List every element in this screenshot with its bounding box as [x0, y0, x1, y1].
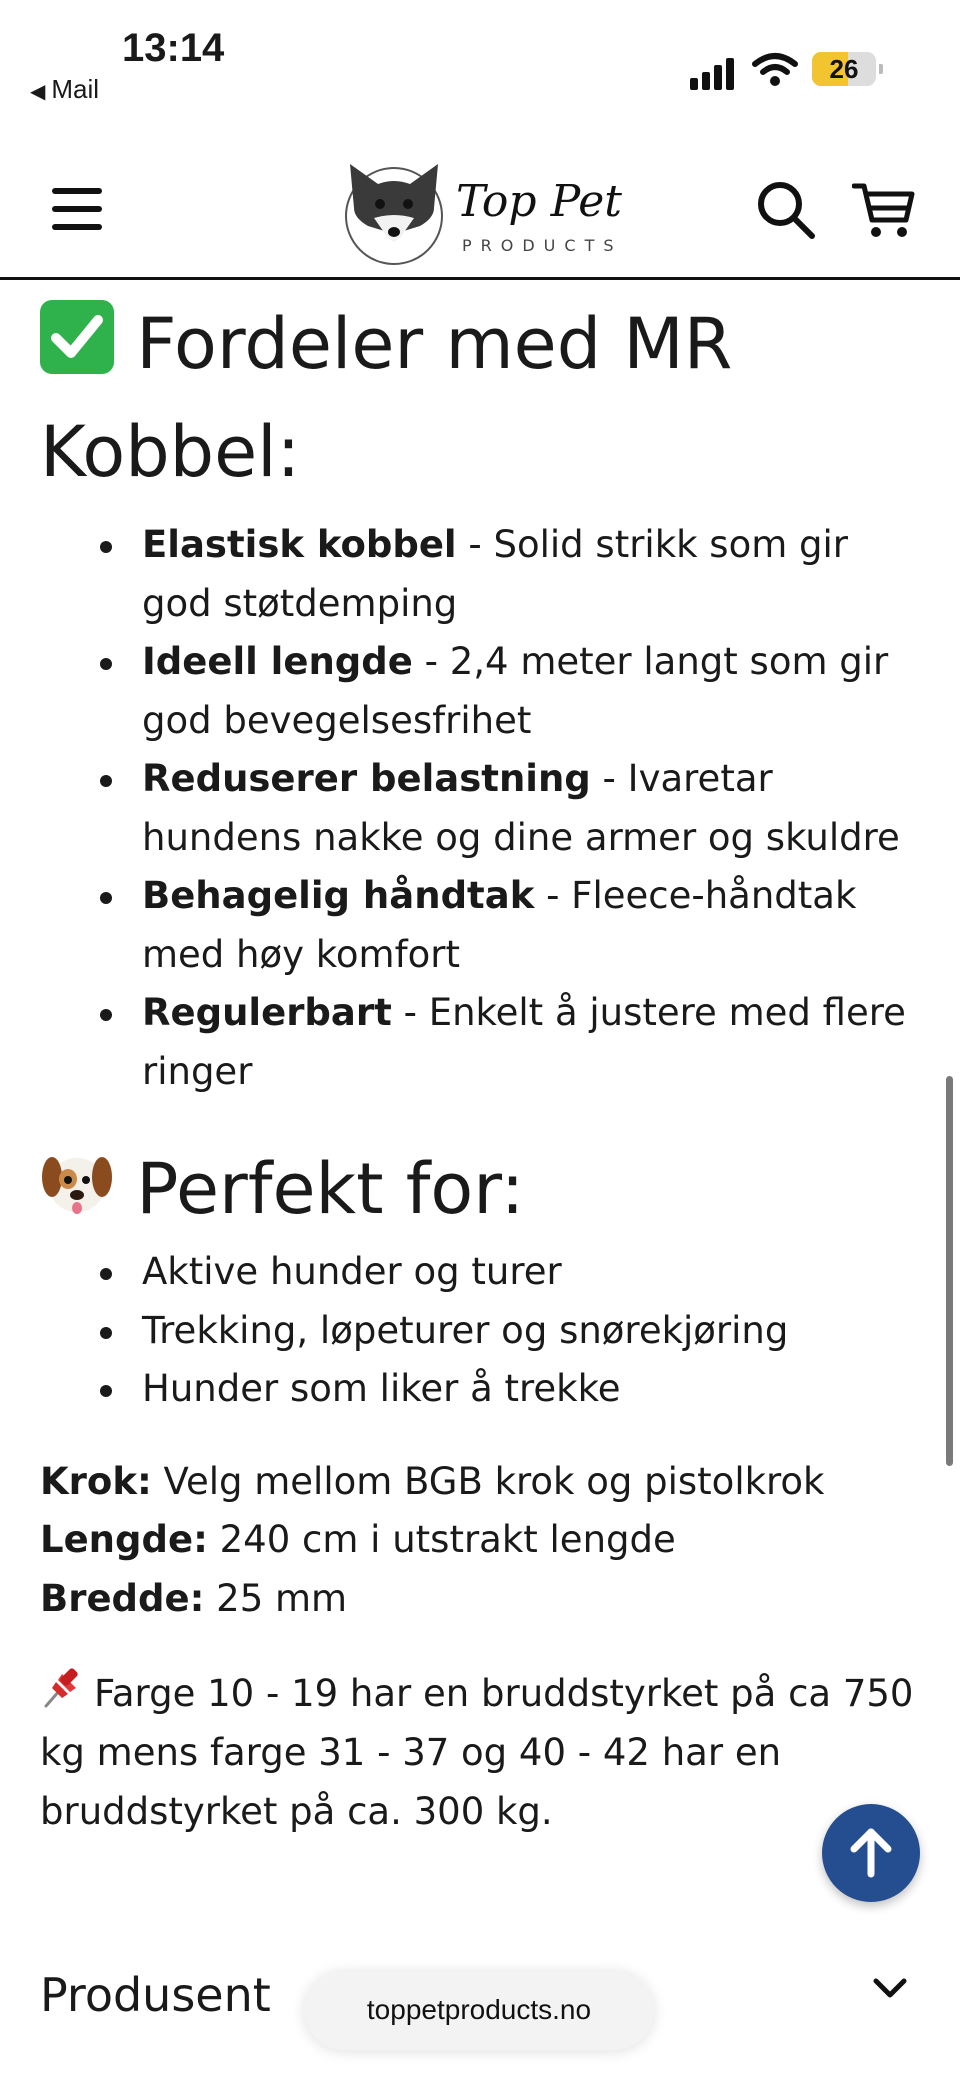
list-item	[142, 750, 920, 867]
scrollbar[interactable]	[946, 1076, 953, 1466]
status-time: 13:14	[122, 26, 225, 70]
logo-dog-icon	[340, 154, 448, 266]
list-item-text: - Fleece-håndtak med høy komfort	[142, 874, 857, 976]
list-item-bold: Behagelig håndtak	[142, 874, 535, 917]
list-item	[142, 984, 920, 1101]
list-item-bold: Regulerbart	[142, 991, 392, 1034]
browser-url-bar[interactable]: toppetproducts.no	[304, 1970, 654, 2050]
specs	[40, 1453, 920, 1629]
battery-level: 26	[829, 54, 859, 84]
check-icon	[40, 300, 114, 374]
list-item	[142, 516, 920, 633]
list-item: Trekking, løpeturer og snørekjøring	[142, 1302, 920, 1361]
logo-subtitle: PRODUCTS	[462, 236, 623, 255]
back-label: Mail	[51, 74, 100, 104]
site-logo[interactable]	[340, 154, 630, 266]
pin-icon	[40, 1664, 86, 1710]
list-item-text: - 2,4 meter langt som gir god bevegelsesfrihet	[142, 640, 889, 742]
search-icon[interactable]	[756, 180, 816, 240]
list-item-bold: Reduserer belastning	[142, 757, 591, 800]
list-item: Aktive hunder og turer	[142, 1243, 920, 1302]
spec-length	[40, 1511, 920, 1570]
scroll-to-top-button[interactable]	[822, 1804, 920, 1902]
strength-note-text: Farge 10 - 19 har en bruddstyrket på ca 750 kg mens farge 31 - 37 og 40 - 42 har en bruddstyrket på ca. 300 kg.	[40, 1672, 914, 1833]
advantages-heading-line1: Fordeler med MR	[136, 303, 733, 385]
spec-label: Bredde:	[40, 1576, 205, 1620]
wifi-icon	[752, 52, 798, 88]
spec-value: 240 cm i utstrakt lengde	[207, 1518, 676, 1561]
spec-width	[40, 1570, 920, 1629]
spec-hook	[40, 1453, 920, 1512]
status-bar	[0, 0, 960, 130]
advantages-heading	[40, 290, 920, 506]
cart-icon[interactable]	[852, 180, 916, 240]
list-item	[142, 867, 920, 984]
list-item: Hunder som liker å trekke	[142, 1360, 920, 1419]
menu-icon[interactable]	[52, 188, 102, 230]
list-item-text: - Ivaretar hundens nakke og dine armer og skuldre	[142, 757, 900, 859]
advantages-list	[40, 516, 920, 1101]
logo-title: Top Pet	[456, 176, 622, 227]
back-arrow-icon: ◀	[30, 81, 46, 103]
arrow-up-icon	[822, 1804, 920, 1902]
strength-note	[40, 1664, 920, 1841]
perfect-for-list	[40, 1243, 920, 1419]
list-item-bold: Elastisk kobbel	[142, 523, 457, 566]
accordion-produsent-title[interactable]: Produsent	[40, 1968, 271, 2022]
list-item-text: - Enkelt å justere med flere ringer	[142, 991, 906, 1093]
spec-label: Lengde:	[40, 1518, 208, 1561]
battery-indicator	[812, 52, 876, 86]
perfect-for-heading	[40, 1135, 920, 1243]
back-to-mail[interactable]	[30, 74, 99, 105]
list-item-bold: Ideell lengde	[142, 640, 413, 683]
product-description	[40, 290, 920, 1841]
dog-icon	[40, 1145, 114, 1219]
advantages-heading-line2: Kobbel:	[40, 411, 301, 493]
spec-label: Krok:	[40, 1459, 152, 1503]
spec-value: 25 mm	[204, 1576, 348, 1620]
chevron-down-icon[interactable]	[872, 1976, 908, 2000]
perfect-for-heading-text: Perfekt for:	[136, 1148, 525, 1230]
list-item-text: - Solid strikk som gir god støtdemping	[142, 523, 848, 625]
signal-icon	[690, 54, 738, 90]
list-item	[142, 633, 920, 750]
site-header	[0, 140, 960, 280]
spec-value: Velg mellom BGB krok og pistolkrok	[151, 1459, 825, 1503]
